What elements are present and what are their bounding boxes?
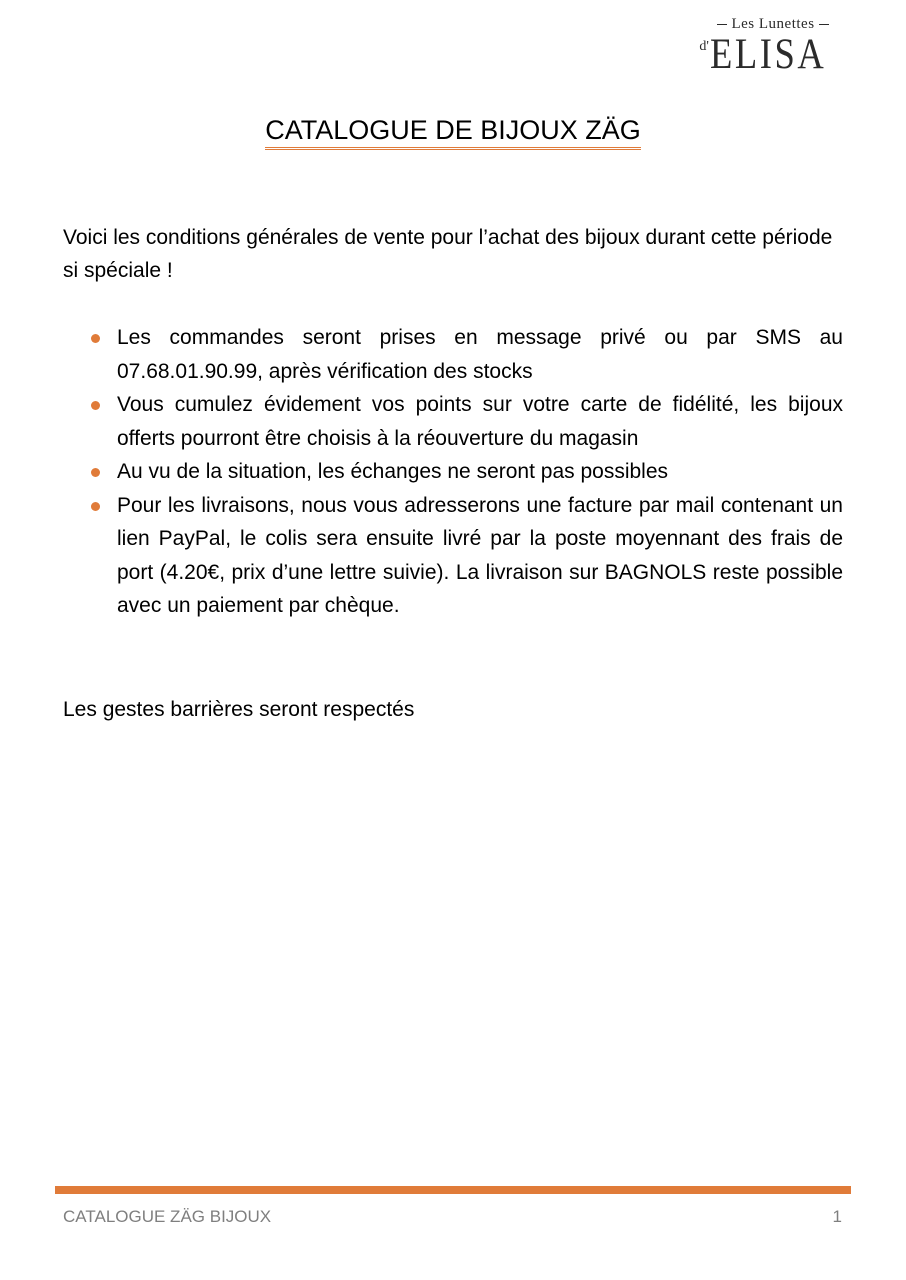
list-item	[63, 489, 843, 623]
logo-dash-left	[717, 24, 727, 25]
conditions-list	[63, 321, 843, 623]
list-item-text: Au vu de la situation, les échanges ne seront pas possibles	[117, 460, 669, 483]
bullet-dot-icon	[91, 468, 100, 477]
page-title-text: CATALOGUE DE BIJOUX ZÄG	[265, 113, 641, 150]
closing-paragraph: Les gestes barrières seront respectés	[63, 698, 415, 721]
list-item	[63, 388, 843, 455]
page-number: 1	[832, 1207, 842, 1226]
logo-prefix: d'	[699, 39, 709, 54]
footer-divider	[55, 1186, 851, 1194]
logo-name: ELISA	[709, 31, 827, 78]
footer-label: CATALOGUE ZÄG BIJOUX	[63, 1207, 272, 1226]
page-title	[0, 110, 906, 150]
logo-wordmark	[698, 31, 848, 78]
bullet-dot-icon	[91, 334, 100, 343]
list-item	[63, 321, 843, 388]
logo-top-text: Les Lunettes	[731, 16, 815, 32]
bullet-dot-icon	[91, 401, 100, 410]
list-item-text: Pour les livraisons, nous vous adresserons une facture par mail contenant un lien PayPal, le colis sera ensuite livré par la poste moyennant des frais de port (4.20€, prix d’une lettre suivie). La livraison sur BAGNOLS reste possible avec un paiement par chèque.	[117, 493, 843, 617]
list-item	[63, 455, 843, 489]
bullet-dot-icon	[91, 502, 100, 511]
brand-logo	[698, 16, 848, 78]
list-item-text: Les commandes seront prises en message privé ou par SMS au 07.68.01.90.99, après vérification des stocks	[117, 326, 843, 383]
intro-paragraph: Voici les conditions générales de vente pour l’achat des bijoux durant cette période si spéciale !	[63, 226, 833, 282]
list-item-text: Vous cumulez évidement vos points sur votre carte de fidélité, les bijoux offerts pourront être choisis à la réouverture du magasin	[117, 393, 843, 450]
logo-dash-right	[819, 24, 829, 25]
